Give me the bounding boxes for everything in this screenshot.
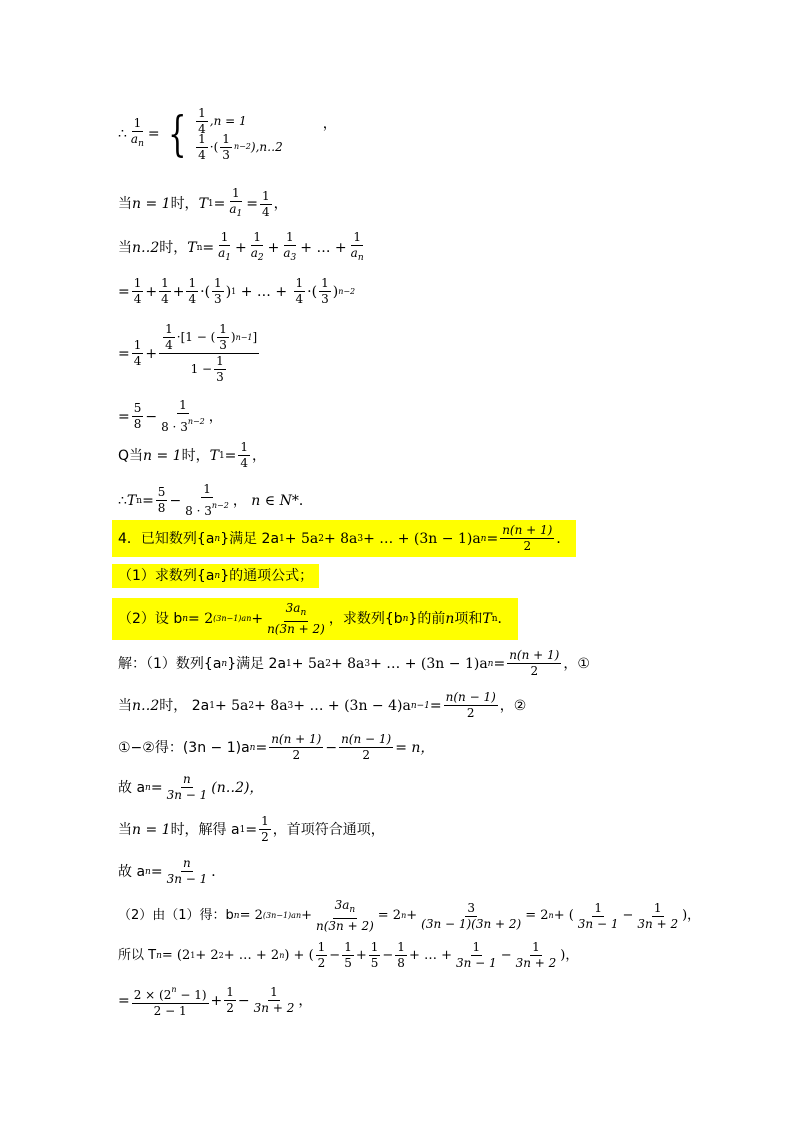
solution-line-5: 当 n = 1 时，解得 a 1 = $\frac{1}{2}$ ，首项符合通项， <box>118 814 385 844</box>
solution-line-2: 当 n‥2 时， 2a 1 + 5a 2 + 8a 3 + … + (3n − 4)a n−1 = $\frac{n(n - 1)}{2}$ ，② <box>118 690 527 720</box>
solution-line-9: = $\frac{2 \times (2^n - 1)}{2 - 1}$ + $\frac{1}{2}$ − $\frac{1}{3n + 2}$ ， <box>118 982 312 1019</box>
formula-line-geometric: = $\frac{1}{4}$ + $\frac{1}{4}$ ·[1 − ( $\frac{1}{3}$ ) n−1 ] 1 − $\frac{1}{3}$ <box>118 322 258 384</box>
solution-line-7: （2）由（1）得：b n = 2 (3n−1)an + $\frac{3a_n}{n(3n + 2)}$ = 2 n + $\frac{3}{(3n - 1)(3n + 2)}$ = 2 n + ( $\frac{1}{3n - 1}$ − $\frac{1}{3n + 2}$ )， <box>118 898 701 933</box>
formula-line-expand: = $\frac{1}{4}$ + $\frac{1}{4}$ + $\frac{1}{4}$ ·( $\frac{1}{3}$ ) 1 + … + $\frac{1}{4}$ ·( $\frac{1}{3}$ ) n−2 <box>118 276 356 306</box>
cases: $\frac{1}{4}$ ,n = 1 $\frac{1}{4}$ ·( $\frac{1}{3}$ n−2 ),n‥2 <box>198 105 283 162</box>
question-4-part-2: （2）设 b n = 2 (3n−1)an + $\frac{3a_n}{n(3n + 2)}$ ，求数列{b n }的前 n 项和 T n ． <box>112 598 518 640</box>
piecewise-line: ∴ $\frac{1}{a_n}$ = { $\frac{1}{4}$ ,n = 1 $\frac{1}{4}$ ·( $\frac{1}{3}$ n−2 ),n‥2 ， <box>118 105 337 162</box>
formula-line-conclusion: ∴ T n = $\frac{5}{8}$ − $\frac{1}{8 \cdot 3^{n-2}}$ ， n ∈ N* ． <box>118 482 313 518</box>
solution-line-8: 所以 T n = (2 1 + 2 2 + … + 2 n ) + ( $\frac{1}{2}$ − $\frac{1}{5}$ + $\frac{1}{5}$ − $\frac{1}{8}$ + … + $\frac{1}{3n - 1}$ − $\frac{1}{3n + 2}$ )， <box>118 940 579 970</box>
solution-line-1: 解：（1）数列{a n }满足 2a 1 + 5a 2 + 8a 3 + … + (3n − 1)a n = $\frac{n(n + 1)}{2}$ ，① <box>118 648 590 678</box>
formula-line-t1: 当 n = 1 时， T 1 = $\frac{1}{a_1}$ = $\frac{1}{4}$ ， <box>118 186 288 219</box>
solution-line-3: ①−②得：(3n − 1)a n = $\frac{n(n + 1)}{2}$ − $\frac{n(n - 1)}{2}$ = n， <box>118 732 435 762</box>
formula-line-result: = $\frac{5}{8}$ − $\frac{1}{8 \cdot 3^{n-2}}$ ， <box>118 398 223 434</box>
question-4: 4．已知数列{a n }满足 2a 1 + 5a 2 + 8a 3 + … + (3n − 1)a n = $\frac{n(n + 1)}{2}$ ． <box>112 520 576 557</box>
formula-line-tn-sum: 当 n‥2 时， T n = $\frac{1}{a_1}$ + $\frac{1}{a_2}$ + $\frac{1}{a_3}$ + … + $\frac{1}{a_n}$ <box>118 230 364 263</box>
formula-line-check: Q当 n = 1 时， T 1 = $\frac{1}{4}$ ， <box>118 440 267 470</box>
fraction: $\frac{1}{a_n}$ <box>130 116 144 149</box>
solution-line-4: 故 a n = $\frac{n}{3n - 1}$ (n‥2)， <box>118 772 264 802</box>
left-brace: { <box>167 106 187 162</box>
question-4-part-1: （1）求数列{a n }的通项公式； <box>112 564 319 588</box>
solution-line-6: 故 a n = $\frac{n}{3n - 1}$ ． <box>118 856 226 886</box>
